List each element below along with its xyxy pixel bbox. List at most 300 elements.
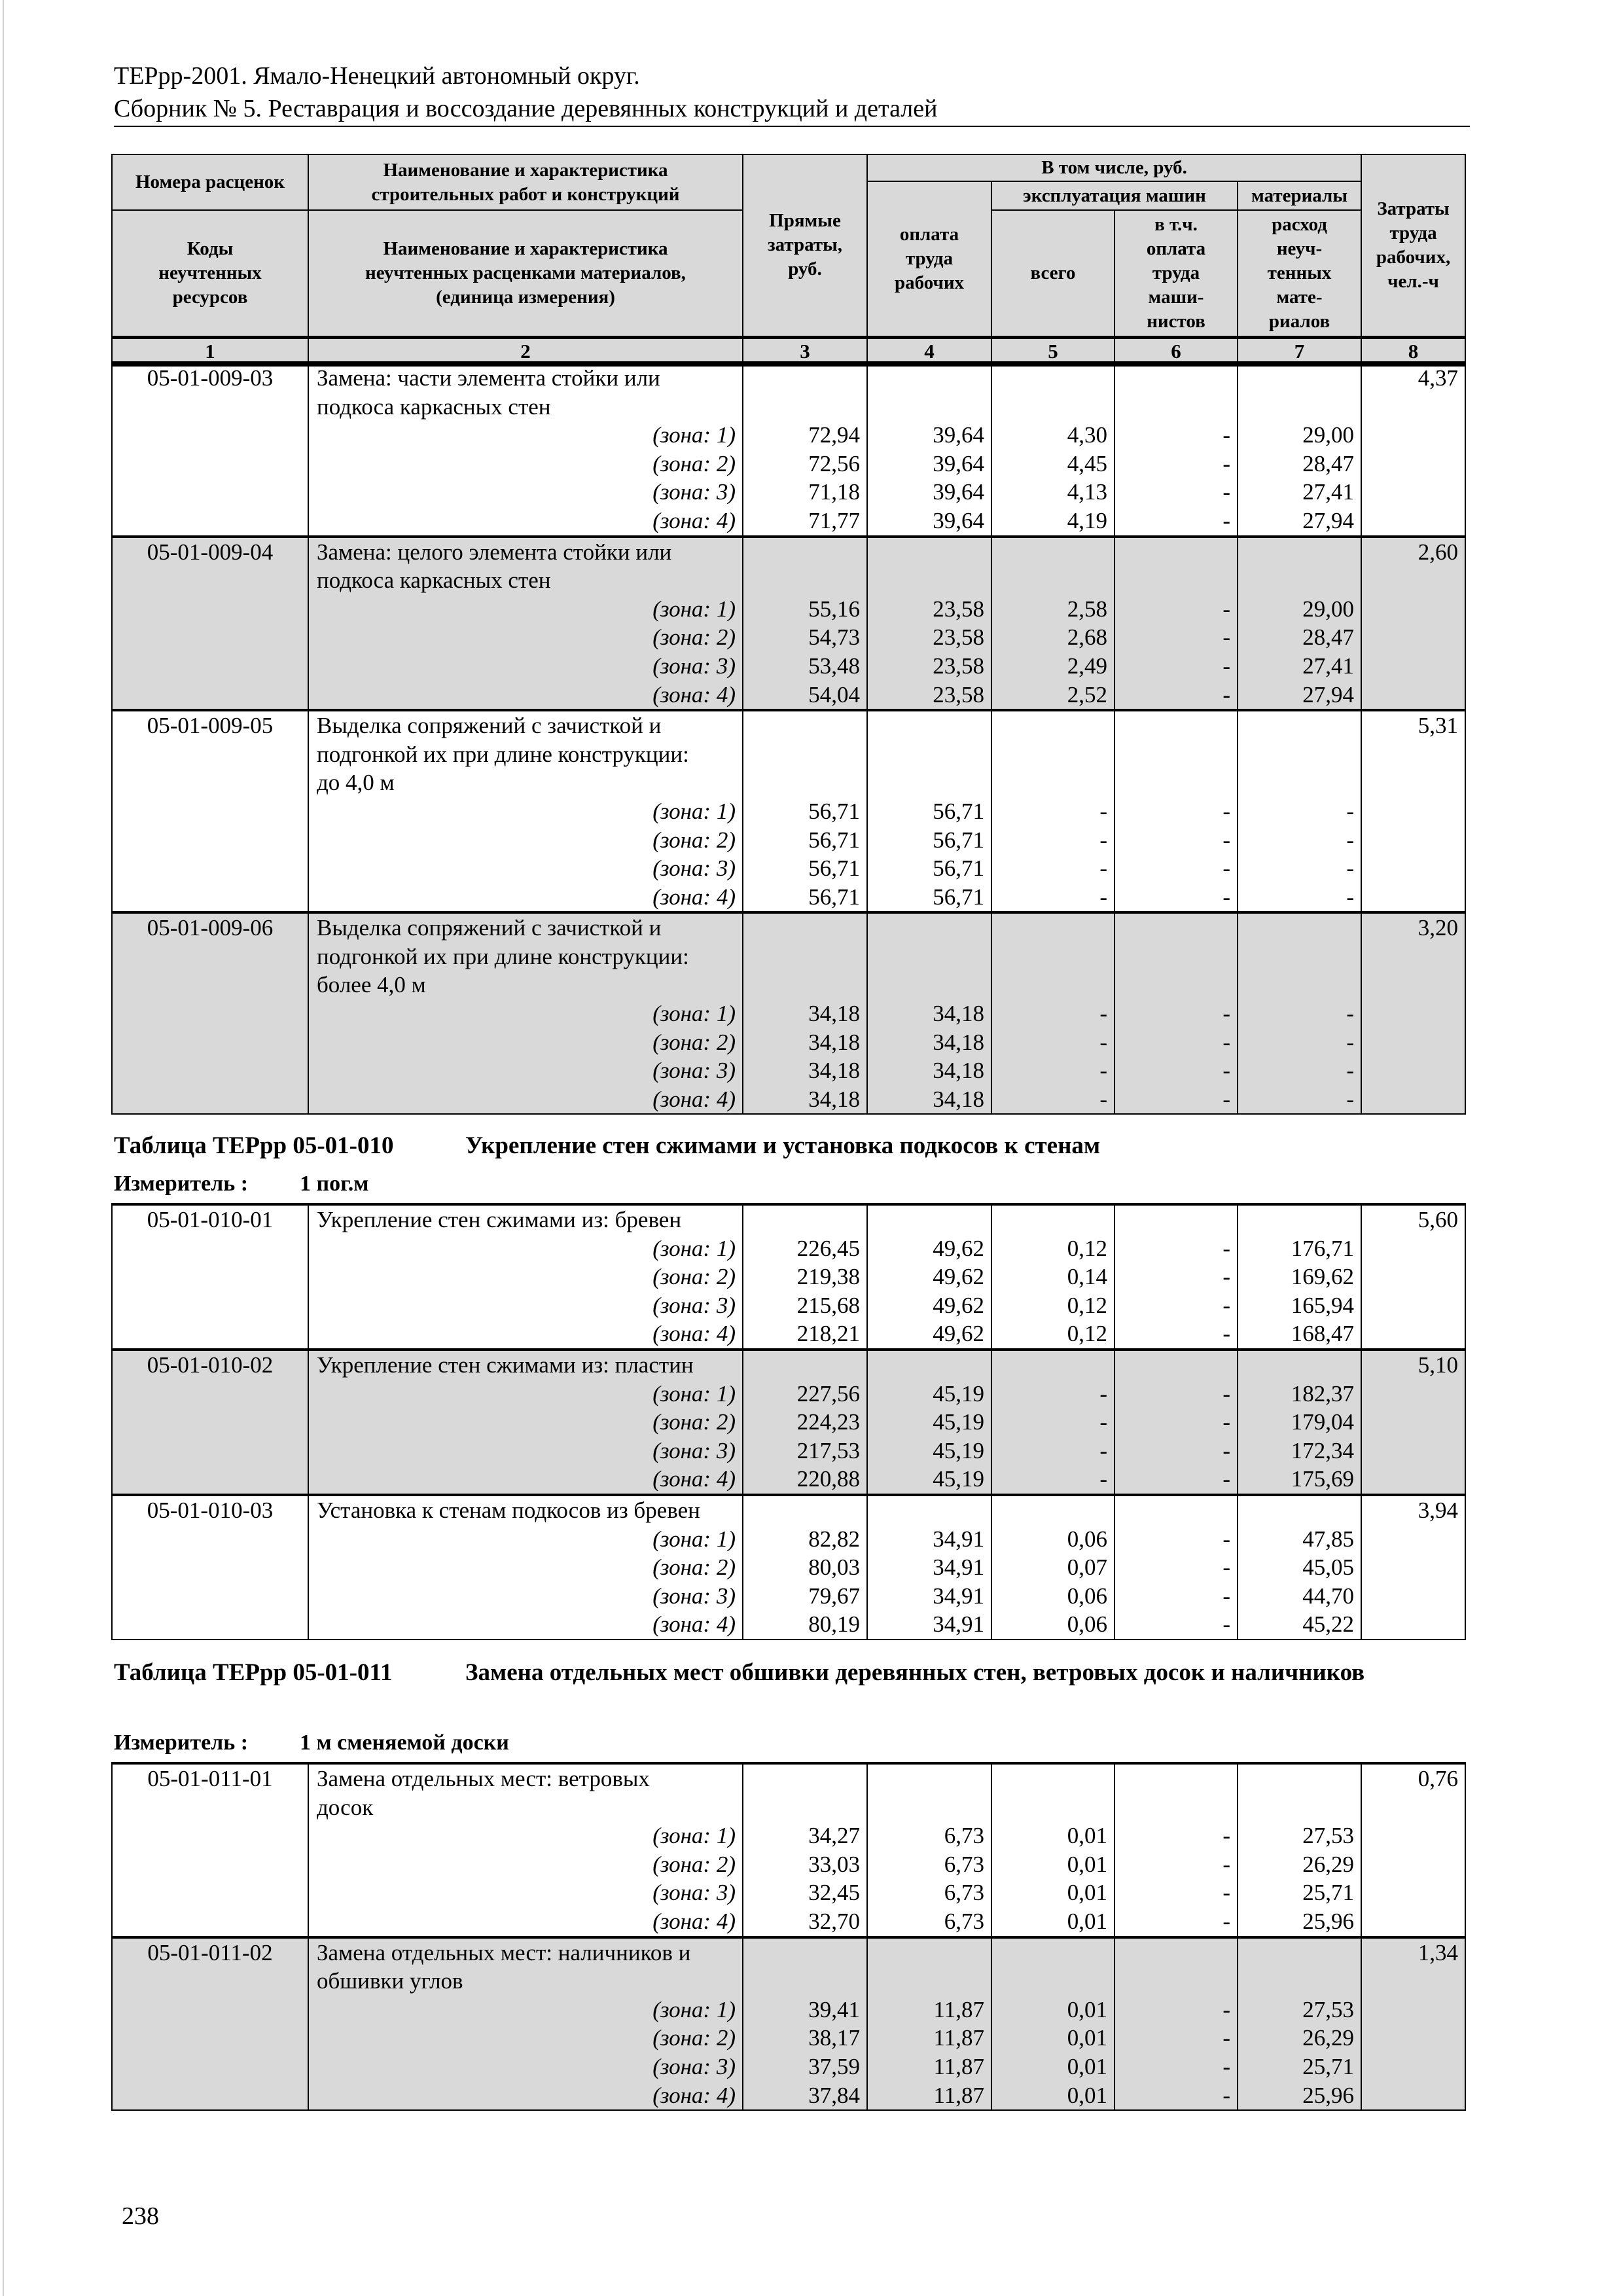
empty-cell (1361, 826, 1465, 855)
zone-label: (зона: 3) (308, 478, 743, 507)
direct-costs-value: 56,71 (743, 797, 867, 826)
empty-cell (1361, 1967, 1465, 1996)
wages-value: 45,19 (867, 1437, 991, 1465)
wages-value: 39,64 (867, 421, 991, 450)
empty-cell (1361, 2053, 1465, 2081)
empty-cell (1361, 1793, 1465, 1822)
materials-value: - (1238, 826, 1361, 855)
empty-cell (867, 363, 991, 393)
empty-cell (112, 566, 308, 595)
direct-costs-value: 33,03 (743, 1850, 867, 1879)
empty-cell (991, 710, 1115, 740)
materials-value: 25,96 (1238, 1907, 1361, 1937)
rate-entry-line (112, 2053, 1465, 2081)
empty-cell (991, 768, 1115, 797)
table-title-text: Замена отдельных мест обшивки деревянных стен, ветровых досок и наличников (465, 1659, 1365, 1686)
materials-value: 47,85 (1238, 1525, 1361, 1554)
empty-cell (1361, 507, 1465, 537)
machinists-wages-value: - (1115, 507, 1238, 537)
empty-cell (1361, 740, 1465, 769)
empty-cell (1361, 1085, 1465, 1115)
empty-cell (1115, 768, 1238, 797)
materials-value: 29,00 (1238, 421, 1361, 450)
machines-total-value: 4,19 (991, 507, 1115, 537)
labor-costs-value: 2,60 (1361, 537, 1465, 567)
rate-entry-line (112, 883, 1465, 913)
labor-costs-value: 0,76 (1361, 1763, 1465, 1793)
machinists-wages-value: - (1115, 1610, 1238, 1640)
rate-entry-row (112, 1763, 1465, 1793)
empty-cell (112, 826, 308, 855)
zone-label: (зона: 1) (308, 1525, 743, 1554)
direct-costs-value: 34,18 (743, 1085, 867, 1115)
column-number: 1 (112, 337, 308, 365)
zone-label: (зона: 3) (308, 1291, 743, 1320)
rate-description: подгонкой их при длине конструкции: (308, 942, 743, 971)
rate-description: подкоса каркасных стен (308, 566, 743, 595)
rate-description: обшивки углов (308, 1967, 743, 1996)
empty-cell (112, 450, 308, 478)
materials-value: 182,37 (1238, 1380, 1361, 1408)
rate-description: Замена отдельных мест: наличников и (308, 1937, 743, 1967)
materials-value: 28,47 (1238, 450, 1361, 478)
labor-costs-value: 3,20 (1361, 912, 1465, 942)
rate-entry-line (112, 1967, 1465, 1996)
rate-code: 05-01-010-01 (112, 1204, 308, 1234)
wages-value: 49,62 (867, 1291, 991, 1320)
materials-value: - (1238, 1085, 1361, 1115)
empty-cell (112, 1525, 308, 1554)
header-rule (114, 126, 1470, 127)
empty-cell (112, 1821, 308, 1850)
empty-cell (1361, 681, 1465, 711)
machinists-wages-value: - (1115, 450, 1238, 478)
materials-value: 26,29 (1238, 1850, 1361, 1879)
direct-costs-value: 219,38 (743, 1263, 867, 1291)
empty-cell (112, 2053, 308, 2081)
materials-value: 169,62 (1238, 1263, 1361, 1291)
empty-cell (112, 1291, 308, 1320)
empty-cell (1361, 1319, 1465, 1350)
empty-cell (1361, 1234, 1465, 1263)
rate-description: досок (308, 1793, 743, 1822)
zone-label: (зона: 4) (308, 2081, 743, 2111)
machines-total-value: 0,01 (991, 1850, 1115, 1879)
rate-description: Укрепление стен сжимами из: пластин (308, 1350, 743, 1380)
empty-cell (112, 623, 308, 652)
zone-label: (зона: 1) (308, 1821, 743, 1850)
rate-entry-line (112, 1996, 1465, 2024)
machinists-wages-value: - (1115, 1291, 1238, 1320)
wages-value: 34,18 (867, 999, 991, 1028)
zone-label: (зона: 3) (308, 854, 743, 883)
materials-value: 25,71 (1238, 2053, 1361, 2081)
header-wages: оплата труда рабочих (867, 181, 991, 337)
empty-cell (112, 1850, 308, 1879)
machinists-wages-value: - (1115, 1056, 1238, 1085)
rate-entry-line (112, 2024, 1465, 2053)
rate-description: Выделка сопряжений с зачисткой и (308, 710, 743, 740)
empty-cell (112, 740, 308, 769)
measure-label: Измеритель : (114, 1172, 249, 1196)
rate-entry-line (112, 797, 1465, 826)
wages-value: 23,58 (867, 623, 991, 652)
table-title-code: Таблица ТЕРрр 05-01-011 (114, 1659, 393, 1686)
rate-entry-line (112, 1263, 1465, 1291)
rate-entry-line (112, 768, 1465, 797)
wages-value: 34,91 (867, 1553, 991, 1582)
machinists-wages-value: - (1115, 999, 1238, 1028)
machines-total-value: 0,01 (991, 2024, 1115, 2053)
empty-cell (1238, 1967, 1361, 1996)
rate-entry-row (112, 1937, 1465, 1967)
empty-cell (1361, 1437, 1465, 1465)
wages-value: 45,19 (867, 1465, 991, 1495)
wages-value: 39,64 (867, 507, 991, 537)
empty-cell (1361, 942, 1465, 971)
wages-value: 39,64 (867, 478, 991, 507)
rate-entry-row (112, 1495, 1465, 1525)
rate-entry-row (112, 537, 1465, 567)
wages-value: 11,87 (867, 2024, 991, 2053)
materials-value: - (1238, 797, 1361, 826)
wages-value: 11,87 (867, 2081, 991, 2111)
machinists-wages-value: - (1115, 478, 1238, 507)
machinists-wages-value: - (1115, 623, 1238, 652)
machinists-wages-value: - (1115, 681, 1238, 711)
empty-cell (1361, 1263, 1465, 1291)
wages-value: 45,19 (867, 1380, 991, 1408)
empty-cell (112, 1996, 308, 2024)
column-number: 4 (867, 337, 991, 365)
labor-costs-value: 1,34 (1361, 1937, 1465, 1967)
machines-total-value: 2,68 (991, 623, 1115, 652)
materials-value: - (1238, 883, 1361, 913)
header-including: В том числе, руб. (867, 154, 1361, 181)
rate-description: Укрепление стен сжимами из: бревен (308, 1204, 743, 1234)
rate-entry-line (112, 566, 1465, 595)
machines-total-value: 0,01 (991, 1996, 1115, 2024)
empty-cell (1115, 1793, 1238, 1822)
rate-entry-line (112, 1319, 1465, 1350)
rate-code: 05-01-009-03 (112, 363, 308, 393)
empty-cell (991, 363, 1115, 393)
empty-cell (1361, 1408, 1465, 1437)
zone-label: (зона: 2) (308, 450, 743, 478)
empty-cell (991, 1763, 1115, 1793)
machines-total-value: 4,13 (991, 478, 1115, 507)
zone-label: (зона: 4) (308, 681, 743, 711)
direct-costs-value: 54,04 (743, 681, 867, 711)
rate-code: 05-01-011-01 (112, 1763, 308, 1793)
machines-total-value: 2,52 (991, 681, 1115, 711)
materials-value: 26,29 (1238, 2024, 1361, 2053)
empty-cell (112, 1028, 308, 1057)
empty-cell (1361, 393, 1465, 422)
rate-entry-line (112, 826, 1465, 855)
column-number: 2 (308, 337, 743, 365)
direct-costs-value: 37,84 (743, 2081, 867, 2111)
machinists-wages-value: - (1115, 1380, 1238, 1408)
empty-cell (867, 710, 991, 740)
rate-code: 05-01-010-03 (112, 1495, 308, 1525)
wages-value: 11,87 (867, 2053, 991, 2081)
empty-cell (112, 1465, 308, 1495)
machines-total-value: 0,01 (991, 1878, 1115, 1907)
zone-label: (зона: 1) (308, 1996, 743, 2024)
machines-total-value: - (991, 1380, 1115, 1408)
machines-total-value: 0,12 (991, 1291, 1115, 1320)
empty-cell (1238, 1495, 1361, 1525)
materials-value: 45,05 (1238, 1553, 1361, 1582)
empty-cell (743, 537, 867, 567)
empty-cell (1238, 971, 1361, 999)
machines-total-value: 0,01 (991, 2053, 1115, 2081)
wages-value: 56,71 (867, 854, 991, 883)
empty-cell (112, 507, 308, 537)
empty-cell (112, 1319, 308, 1350)
header-machines-total: всего (991, 210, 1115, 337)
empty-cell (1361, 1878, 1465, 1907)
header-labor-costs: Затраты труда рабочих, чел.-ч (1361, 154, 1465, 337)
empty-cell (867, 912, 991, 942)
empty-cell (1361, 478, 1465, 507)
materials-value: 175,69 (1238, 1465, 1361, 1495)
empty-cell (1361, 2081, 1465, 2111)
machinists-wages-value: - (1115, 1028, 1238, 1057)
empty-cell (743, 1495, 867, 1525)
direct-costs-value: 226,45 (743, 1234, 867, 1263)
rate-entry-line (112, 1793, 1465, 1822)
materials-value: 45,22 (1238, 1610, 1361, 1640)
machinists-wages-value: - (1115, 1907, 1238, 1937)
rate-description: более 4,0 м (308, 971, 743, 999)
rate-entry-line (112, 681, 1465, 711)
rate-description: подкоса каркасных стен (308, 393, 743, 422)
zone-label: (зона: 4) (308, 1319, 743, 1350)
empty-cell (1361, 2024, 1465, 2053)
page-edge (3, 0, 4, 2296)
wages-value: 49,62 (867, 1319, 991, 1350)
rate-entry-line (112, 478, 1465, 507)
empty-cell (112, 883, 308, 913)
materials-value: 27,53 (1238, 1821, 1361, 1850)
machines-total-value: - (991, 1056, 1115, 1085)
empty-cell (112, 1553, 308, 1582)
machinists-wages-value: - (1115, 595, 1238, 624)
direct-costs-value: 82,82 (743, 1525, 867, 1554)
rates-table-010 (111, 1203, 1466, 1640)
empty-cell (743, 971, 867, 999)
empty-cell (1115, 393, 1238, 422)
rate-entry-line (112, 999, 1465, 1028)
zone-label: (зона: 2) (308, 1263, 743, 1291)
empty-cell (1238, 768, 1361, 797)
machinists-wages-value: - (1115, 1263, 1238, 1291)
wages-value: 56,71 (867, 826, 991, 855)
empty-cell (743, 710, 867, 740)
zone-label: (зона: 3) (308, 652, 743, 681)
empty-cell (743, 912, 867, 942)
header-unaccounted-materials: расход неуч- тенных мате- риалов (1238, 210, 1361, 337)
direct-costs-value: 34,27 (743, 1821, 867, 1850)
rate-entry-line (112, 942, 1465, 971)
rate-entry-row (112, 1204, 1465, 1234)
empty-cell (1361, 450, 1465, 478)
machinists-wages-value: - (1115, 2081, 1238, 2111)
rate-entry-line (112, 595, 1465, 624)
column-number: 3 (743, 337, 867, 365)
empty-cell (1361, 1907, 1465, 1937)
machines-total-value: - (991, 1465, 1115, 1495)
rate-entry-line (112, 2081, 1465, 2111)
column-number: 5 (991, 337, 1115, 365)
rate-entry-line (112, 1821, 1465, 1850)
empty-cell (1238, 1937, 1361, 1967)
empty-cell (867, 393, 991, 422)
materials-value: 27,41 (1238, 652, 1361, 681)
empty-cell (112, 1582, 308, 1611)
materials-value: 27,94 (1238, 507, 1361, 537)
materials-value: 27,53 (1238, 1996, 1361, 2024)
labor-costs-value: 3,94 (1361, 1495, 1465, 1525)
machines-total-value: - (991, 883, 1115, 913)
rate-description: Выделка сопряжений с зачисткой и (308, 912, 743, 942)
empty-cell (743, 740, 867, 769)
empty-cell (1115, 1937, 1238, 1967)
empty-cell (743, 566, 867, 595)
direct-costs-value: 224,23 (743, 1408, 867, 1437)
wages-value: 6,73 (867, 1850, 991, 1879)
direct-costs-value: 56,71 (743, 854, 867, 883)
machines-total-value: 0,12 (991, 1319, 1115, 1350)
direct-costs-value: 37,59 (743, 2053, 867, 2081)
empty-cell (1361, 421, 1465, 450)
empty-cell (1115, 1350, 1238, 1380)
zone-label: (зона: 3) (308, 1056, 743, 1085)
machinists-wages-value: - (1115, 652, 1238, 681)
machines-total-value: 0,07 (991, 1553, 1115, 1582)
empty-cell (991, 566, 1115, 595)
empty-cell (867, 942, 991, 971)
empty-cell (743, 1204, 867, 1234)
machinists-wages-value: - (1115, 421, 1238, 450)
materials-value: 27,41 (1238, 478, 1361, 507)
empty-cell (1361, 1996, 1465, 2024)
machinists-wages-value: - (1115, 1850, 1238, 1879)
machinists-wages-value: - (1115, 797, 1238, 826)
wages-value: 34,91 (867, 1525, 991, 1554)
column-number: 6 (1115, 337, 1238, 365)
machinists-wages-value: - (1115, 2024, 1238, 2053)
rate-code: 05-01-009-06 (112, 912, 308, 942)
empty-cell (1115, 566, 1238, 595)
empty-cell (991, 1937, 1115, 1967)
direct-costs-value: 215,68 (743, 1291, 867, 1320)
empty-cell (112, 1234, 308, 1263)
empty-cell (1361, 999, 1465, 1028)
machinists-wages-value: - (1115, 1408, 1238, 1437)
machines-total-value: 0,01 (991, 1821, 1115, 1850)
machinists-wages-value: - (1115, 1878, 1238, 1907)
machinists-wages-value: - (1115, 826, 1238, 855)
empty-cell (991, 1793, 1115, 1822)
wages-value: 34,18 (867, 1085, 991, 1115)
empty-cell (112, 768, 308, 797)
empty-cell (1361, 854, 1465, 883)
running-header-title: ТЕРрр-2001. Ямало-Ненецкий автономный округ. (114, 62, 640, 90)
rate-description: Установка к стенам подкосов из бревен (308, 1495, 743, 1525)
empty-cell (1361, 797, 1465, 826)
empty-cell (867, 768, 991, 797)
rate-entry-line (112, 1907, 1465, 1937)
zone-label: (зона: 3) (308, 2053, 743, 2081)
empty-cell (1238, 1204, 1361, 1234)
empty-cell (1361, 623, 1465, 652)
direct-costs-value: 56,71 (743, 883, 867, 913)
rate-description: Замена отдельных мест: ветровых (308, 1763, 743, 1793)
rate-code: 05-01-009-05 (112, 710, 308, 740)
wages-value: 34,91 (867, 1582, 991, 1611)
materials-value: 172,34 (1238, 1437, 1361, 1465)
rate-entry-line (112, 1437, 1465, 1465)
zone-label: (зона: 4) (308, 1085, 743, 1115)
machinists-wages-value: - (1115, 883, 1238, 913)
wages-value: 56,71 (867, 797, 991, 826)
direct-costs-value: 71,77 (743, 507, 867, 537)
empty-cell (1361, 1553, 1465, 1582)
machines-total-value: 0,12 (991, 1234, 1115, 1263)
rate-entry-row (112, 363, 1465, 393)
labor-costs-value: 5,10 (1361, 1350, 1465, 1380)
materials-value: 29,00 (1238, 595, 1361, 624)
direct-costs-value: 32,70 (743, 1907, 867, 1937)
empty-cell (112, 1610, 308, 1640)
direct-costs-value: 54,73 (743, 623, 867, 652)
empty-cell (1115, 740, 1238, 769)
machines-total-value: 4,45 (991, 450, 1115, 478)
measure-unit-010 (114, 1172, 369, 1196)
rates-table-011 (111, 1762, 1466, 2111)
labor-costs-value: 4,37 (1361, 363, 1465, 393)
empty-cell (1238, 1350, 1361, 1380)
machines-total-value: 4,30 (991, 421, 1115, 450)
empty-cell (112, 1907, 308, 1937)
labor-costs-value: 5,60 (1361, 1204, 1465, 1234)
empty-cell (1238, 942, 1361, 971)
materials-value: 28,47 (1238, 623, 1361, 652)
empty-cell (1238, 363, 1361, 393)
empty-cell (1361, 652, 1465, 681)
empty-cell (991, 537, 1115, 567)
rate-code: 05-01-010-02 (112, 1350, 308, 1380)
empty-cell (112, 2081, 308, 2111)
empty-cell (991, 1204, 1115, 1234)
zone-label: (зона: 1) (308, 1380, 743, 1408)
wages-value: 23,58 (867, 652, 991, 681)
direct-costs-value: 80,03 (743, 1553, 867, 1582)
empty-cell (1115, 1967, 1238, 1996)
empty-cell (1361, 595, 1465, 624)
rate-entry-line (112, 1610, 1465, 1640)
empty-cell (867, 1350, 991, 1380)
empty-cell (1238, 710, 1361, 740)
header-direct-costs: Прямые затраты, руб. (743, 154, 867, 337)
empty-cell (1361, 768, 1465, 797)
wages-value: 6,73 (867, 1907, 991, 1937)
machinists-wages-value: - (1115, 1319, 1238, 1350)
rate-entry-line (112, 507, 1465, 537)
